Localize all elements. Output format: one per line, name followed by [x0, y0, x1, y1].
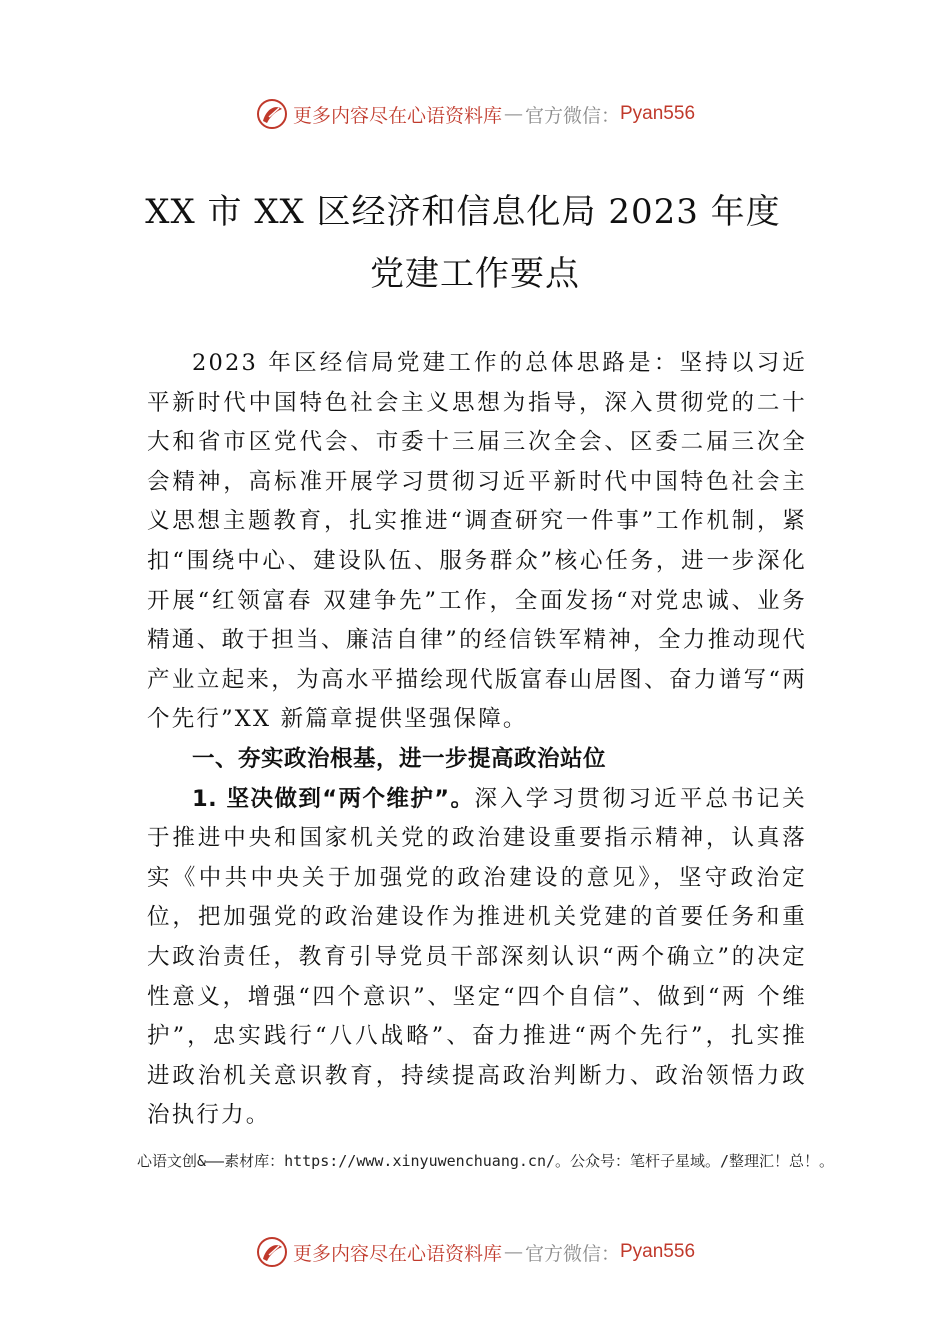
item-title: 1. 坚决做到“两个维护”。 [192, 785, 475, 812]
document-body [147, 344, 807, 1136]
item-text: 深入学习贯彻习近平总书记关于推进中央和国家机关党的政治建设重要指示精神，认真落实《中共中央关于加强党的政治建设的意见》，坚守政治定位，把加强党的政治建设作为推进机关党建的首要任务和重大政治责任，教育引导党员干部深刻认识“两个确立”的决定性意义，增强“四个意识”、坚定“四个自信”、做到“两 个维护”，忠实践行“八八战略”、奋力推进“两个先行”，扎实推进政治机关意识教育，持续提高政治判断力、政治领悟力政治执行力。 [147, 785, 807, 1129]
watermark-separator: — [503, 1241, 523, 1263]
watermark-wechat-id: Pyan556 [620, 103, 696, 124]
brand-logo-icon [255, 97, 289, 131]
watermark-separator: — [503, 103, 523, 125]
watermark-brand: 更多内容尽在心语资料库 [292, 104, 502, 127]
watermark-wechat-id: Pyan556 [620, 1241, 696, 1262]
watermark-label: 官方微信： [524, 1242, 620, 1265]
item-paragraph [147, 780, 807, 1136]
watermark-brand: 更多内容尽在心语资料库 [292, 1242, 502, 1265]
watermark-footer [0, 1232, 950, 1272]
section-heading: 一、夯实政治根基，进一步提高政治站位 [192, 745, 607, 772]
watermark-label: 官方微信： [524, 104, 620, 127]
intro-paragraph: 2023 年区经信局党建工作的总体思路是：坚持以习近平新时代中国特色社会主义思想为指导，深入贯彻党的二十大和省市区党代会、市委十三届三次全会、区委二届三次全会精神，高标准开展学习贯彻习近平新时代中国特色社会主义思想主题教育，扎实推进“调查研究一件事”工作机制，紧扣“围绕中心、建设队伍、服务群众”核心任务，进一步深化开展“红领富春 双建争先”工作，全面发扬“对党忠诚、业务精通、敢于担当、廉洁自律”的经信铁军精神，全力推动现代产业立起来，为高水平描绘现代版富春山居图、奋力谱写“两个先行”XX 新篇章提供坚强保障。 [147, 350, 807, 733]
source-footnote: 心语文创&——素材库：https://www.xinyuwenchuang.cn/。公众号：笔杆子星域。/整理汇！总！。 [137, 1152, 835, 1170]
watermark-header [0, 94, 950, 134]
document-title-line2: 党建工作要点 [370, 254, 580, 294]
document-title-line1: XX 市 XX 区经济和信息化局 2023 年度 [145, 192, 781, 232]
brand-logo-icon [255, 1235, 289, 1269]
